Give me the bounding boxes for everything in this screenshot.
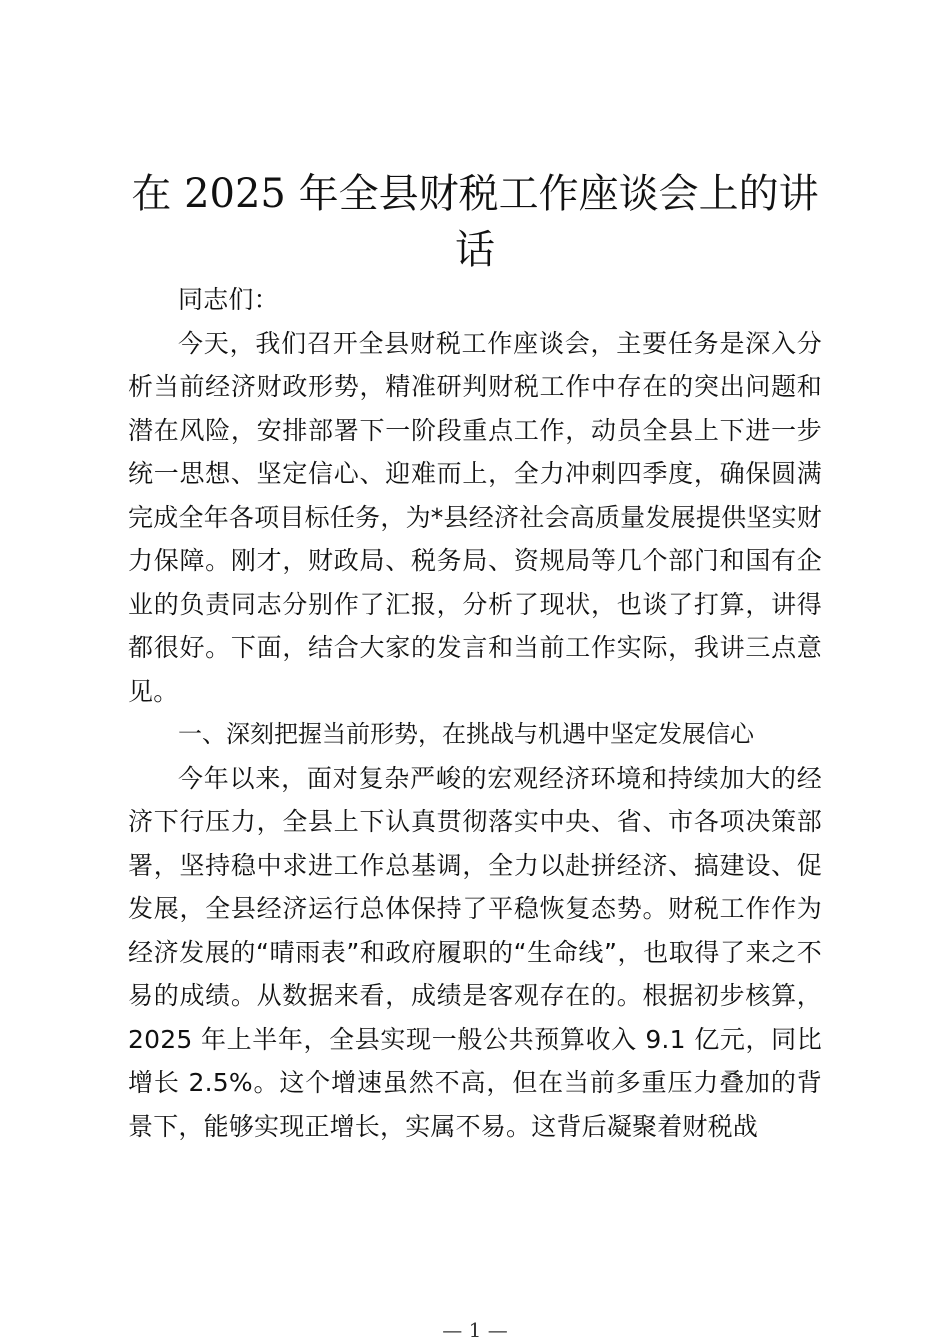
section-paragraph: 今年以来，面对复杂严峻的宏观经济环境和持续加大的经济下行压力，全县上下认真贯彻落实中央、省、市各项决策部署，坚持稳中求进工作总基调，全力以赴拼经济、搞建设、促发展，全县经济运行总体保持了平稳恢复态势。财税工作作为经济发展的“晴雨表”和政府履职的“生命线”，也取得了来之不易的成绩。从数据来看，成绩是客观存在的。根据初步核算，2025 年上半年，全县实现一般公共预算收入 9.1 亿元，同比增长 2.5%。这个增速虽然不高，但在当前多重压力叠加的背景下，能够实现正增长，实属不易。这背后凝聚着财税战 [128,763,822,1141]
document-title: 在 2025 年全县财税工作座谈会上的讲话 [131,171,819,273]
intro-paragraph: 今天，我们召开全县财税工作座谈会，主要任务是深入分析当前经济财政形势，精准研判财税工作中存在的突出问题和潜在风险，安排部署下一阶段重点工作，动员全县上下进一步统一思想、坚定信心、迎难而上，全力冲刺四季度，确保圆满完成全年各项目标任务，为*县经济社会高质量发展提供坚实财力保障。刚才，财政局、税务局、资规局等几个部门和国有企业的负责同志分别作了汇报，分析了现状，也谈了打算，讲得都很好。下面，结合大家的发言和当前工作实际，我讲三点意见。 [128,328,822,706]
section-heading: 一、深刻把握当前形势，在挑战与机遇中坚定发展信心 [178,720,754,748]
page-number: — 1 — [442,1318,508,1342]
document-body [128,278,822,1148]
salutation: 同志们： [178,285,279,314]
